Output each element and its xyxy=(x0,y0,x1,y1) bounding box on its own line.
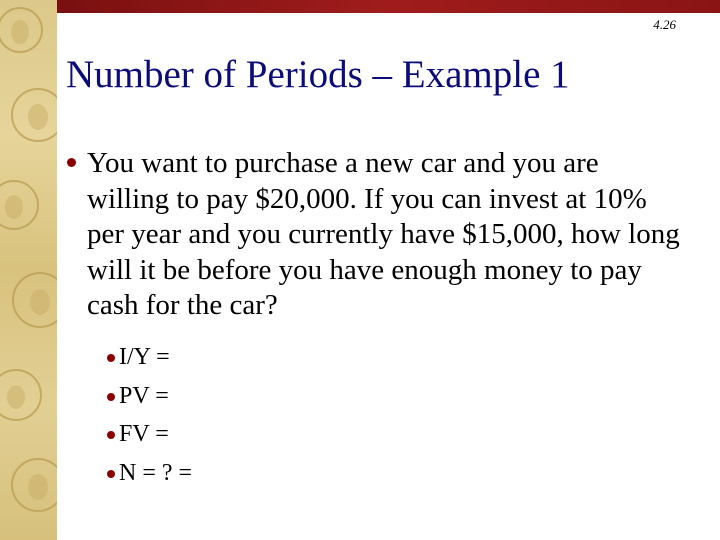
bullet-dot-icon xyxy=(107,354,115,362)
sub-bullet-item xyxy=(112,381,192,420)
sub-bullet-text: I/Y = xyxy=(119,344,170,370)
main-bullet xyxy=(67,146,682,324)
decorative-sidebar xyxy=(0,0,57,540)
bullet-dot-icon xyxy=(67,158,76,167)
sub-bullet-text: FV = xyxy=(119,421,169,447)
slide-title: Number of Periods – Example 1 xyxy=(66,53,570,96)
top-accent-bar xyxy=(57,0,720,13)
coin-pattern-icon xyxy=(0,0,57,540)
bullet-dot-icon xyxy=(107,431,115,439)
sub-bullet-text: N = ? = xyxy=(119,459,193,486)
sub-bullet-item xyxy=(112,342,192,381)
bullet-dot-icon xyxy=(107,470,115,478)
sub-bullet-item xyxy=(112,419,192,458)
bullet-dot-icon xyxy=(107,393,115,401)
sub-bullet-list xyxy=(112,342,192,496)
main-bullet-text: You want to purchase a new car and you are willing to pay $20,000. If you can invest at 10% per year and you currently have $15,000, how long will it be before you have enough money to pay cash for the car? xyxy=(87,147,680,321)
sub-bullet-item xyxy=(112,458,192,497)
sub-bullet-text: PV = xyxy=(119,382,169,409)
slide-number: 4.26 xyxy=(653,17,676,32)
